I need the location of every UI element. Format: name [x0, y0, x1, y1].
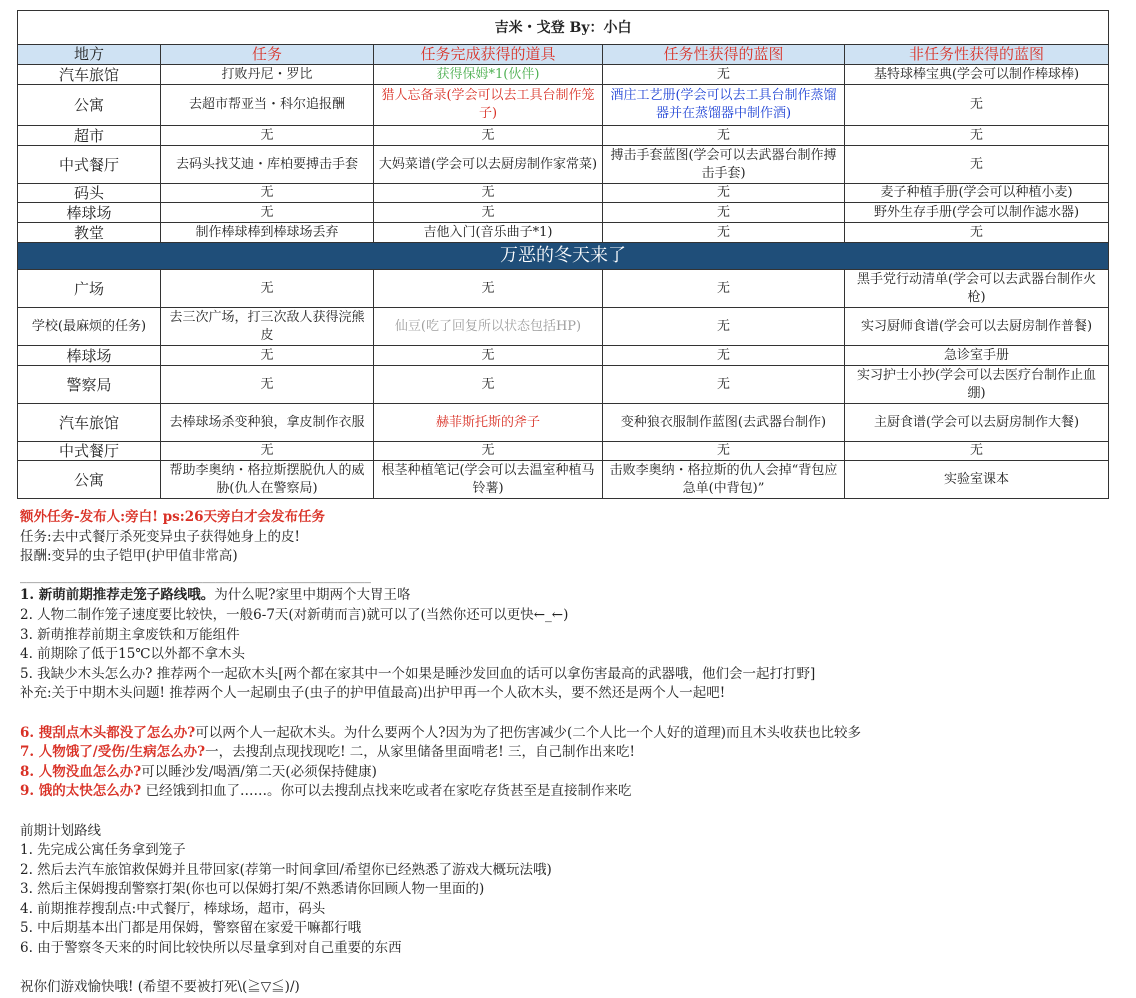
- header-row: [18, 45, 1109, 65]
- table-row: [18, 146, 1109, 184]
- task-cell: 无: [161, 270, 374, 308]
- task-cell: 帮助李奥纳・格拉斯摆脱仇人的威胁(仇人在警察局): [161, 461, 374, 499]
- note-3: 3. 新萌推荐前期主拿废铁和万能组件: [20, 626, 240, 643]
- item-cell: 赫菲斯托斯的斧子: [374, 404, 603, 442]
- item-cell: 猎人忘备录(学会可以去工具台制作笼子): [374, 85, 603, 126]
- blueprint-cell: 无: [603, 366, 845, 404]
- item-cell: 无: [374, 346, 603, 366]
- blueprint-cell: 无: [603, 184, 845, 203]
- item-cell: 无: [374, 270, 603, 308]
- place-cell: 中式餐厅: [18, 146, 161, 184]
- table-row: [18, 270, 1109, 308]
- table-row: [18, 126, 1109, 146]
- note-1: [20, 586, 1120, 606]
- non-task-blueprint-cell: 实验室课本: [845, 461, 1109, 499]
- non-task-blueprint-cell: 基特球棒宝典(学会可以制作棒球棒): [845, 65, 1109, 85]
- item-cell: 无: [374, 442, 603, 461]
- blueprint-cell: 无: [603, 308, 845, 346]
- plan-step-5: 5. 中后期基本出门都是用保姆，警察留在家爱干嘛都行哦: [20, 920, 362, 937]
- non-task-blueprint-cell: 无: [845, 442, 1109, 461]
- note-1-bold: 1. 新萌前期推荐走笼子路线哦。: [20, 587, 215, 604]
- item-cell: 无: [374, 203, 603, 223]
- note-6-answer: 可以两个人一起砍木头。为什么要两个人?因为为了把伤害减少(二个人比一个人好的道理)而且木头收获也比较多: [195, 724, 861, 741]
- extra-task-description: 任务:去中式餐厅杀死变异虫子获得她身上的皮!: [20, 528, 300, 545]
- title-row: [18, 11, 1109, 45]
- place-cell: 超市: [18, 126, 161, 146]
- non-task-blueprint-cell: 无: [845, 126, 1109, 146]
- item-cell: 无: [374, 366, 603, 404]
- table-row: [18, 65, 1109, 85]
- plan-step-3: 3. 然后主保姆搜刮警察打架(你也可以保姆打架/不熟悉请你回顾人物一里面的): [20, 881, 485, 898]
- blueprint-cell: 搏击手套蓝图(学会可以去武器台制作搏击手套): [603, 146, 845, 184]
- banner-row: [18, 243, 1109, 270]
- note-8: [20, 763, 1120, 783]
- task-cell: 打败丹尼・罗比: [161, 65, 374, 85]
- table-row: [18, 442, 1109, 461]
- task-cell: 无: [161, 346, 374, 366]
- non-task-blueprint-cell: 实习护士小抄(学会可以去医疗台制作止血绷): [845, 366, 1109, 404]
- table-row: [18, 223, 1109, 243]
- place-cell: 教堂: [18, 223, 161, 243]
- note-7: [20, 743, 1120, 763]
- task-cell: 去超市帮亚当・科尔追报酬: [161, 85, 374, 126]
- non-task-blueprint-cell: 主厨食谱(学会可以去厨房制作大餐): [845, 404, 1109, 442]
- place-cell: 汽车旅馆: [18, 65, 161, 85]
- non-task-blueprint-cell: 实习厨师食谱(学会可以去厨房制作普餐): [845, 308, 1109, 346]
- table-row: [18, 461, 1109, 499]
- blueprint-cell: 无: [603, 223, 845, 243]
- note-5: 5. 我缺少木头怎么办? 推荐两个一起砍木头[两个都在家其中一个如果是睡沙发回血的话可以拿伤害最高的武器哦，他们会一起打打野]: [20, 665, 816, 682]
- note-8-question: 8. 人物没血怎么办?: [20, 763, 142, 780]
- header-blueprint: 任务性获得的蓝图: [603, 45, 845, 65]
- item-cell: 根茎种植笔记(学会可以去温室种植马铃薯): [374, 461, 603, 499]
- item-cell: 仙豆(吃了回复所以状态包括HP): [374, 308, 603, 346]
- non-task-blueprint-cell: 野外生存手册(学会可以制作滤水器): [845, 203, 1109, 223]
- blueprint-cell: 无: [603, 203, 845, 223]
- plan-step-2: 2. 然后去汽车旅馆救保姆并且带回家(荐第一时间拿回/希望你已经熟悉了游戏大概玩法哦): [20, 861, 552, 878]
- non-task-blueprint-cell: 无: [845, 85, 1109, 126]
- task-cell: 去棒球场杀变种狼，拿皮制作衣服: [161, 404, 374, 442]
- note-8-answer: 可以睡沙发/喝酒/第二天(必须保持健康): [141, 763, 377, 780]
- note-7-question: 7. 人物饿了/受伤/生病怎么办?: [20, 744, 206, 761]
- blueprint-cell: 无: [603, 270, 845, 308]
- note-9: [20, 782, 1120, 802]
- blueprint-cell: 无: [603, 346, 845, 366]
- header-task: 任务: [161, 45, 374, 65]
- table-row: [18, 404, 1109, 442]
- table-row: [18, 366, 1109, 404]
- task-cell: 无: [161, 184, 374, 203]
- note-9-answer: 已经饿到扣血了……。你可以去搜刮点找来吃或者在家吃存货甚至是直接制作来吃: [141, 783, 632, 800]
- task-cell: 无: [161, 126, 374, 146]
- notes-section: [20, 508, 1120, 998]
- place-cell: 警察局: [18, 366, 161, 404]
- non-task-blueprint-cell: 无: [845, 223, 1109, 243]
- blueprint-cell: 无: [603, 442, 845, 461]
- note-supplement: 补充:关于中期木头问题! 推荐两个人一起刷虫子(虫子的护甲值最高)出护甲再一个人砍木头，要不然还是两个人一起吧!: [20, 685, 726, 702]
- non-task-blueprint-cell: 麦子种植手册(学会可以种植小麦): [845, 184, 1109, 203]
- table-row: [18, 308, 1109, 346]
- task-cell: 去码头找艾迪・库柏要搏击手套: [161, 146, 374, 184]
- task-cell: 制作棒球棒到棒球场丢弃: [161, 223, 374, 243]
- place-cell: 中式餐厅: [18, 442, 161, 461]
- header-place: 地方: [18, 45, 161, 65]
- plan-step-4: 4. 前期推荐搜刮点:中式餐厅，棒球场，超市，码头: [20, 900, 326, 917]
- blueprint-cell: 变种狼衣服制作蓝图(去武器台制作): [603, 404, 845, 442]
- task-cell: 无: [161, 442, 374, 461]
- note-1-rest: 为什么呢?家里中期两个大胃王咯: [214, 587, 411, 604]
- table-row: [18, 85, 1109, 126]
- item-cell: 获得保姆*1(伙伴): [374, 65, 603, 85]
- quest-table: [17, 10, 1109, 499]
- non-task-blueprint-cell: 无: [845, 146, 1109, 184]
- table-row: [18, 184, 1109, 203]
- extra-task-reward: 报酬:变异的虫子铠甲(护甲值非常高): [20, 548, 238, 565]
- table-row: [18, 346, 1109, 366]
- place-cell: 棒球场: [18, 203, 161, 223]
- plan-step-1: 1. 先完成公寓任务拿到笼子: [20, 842, 186, 859]
- item-cell: 无: [374, 184, 603, 203]
- item-cell: 无: [374, 126, 603, 146]
- blueprint-cell: 击败李奥纳・格拉斯的仇人会掉“背包应急单(中背包)”: [603, 461, 845, 499]
- closing-line: 祝你们游戏愉快哦! (希望不要被打死\(≧▽≦)/): [20, 979, 300, 996]
- place-cell: 公寓: [18, 85, 161, 126]
- plan-title: 前期计划路线: [20, 822, 101, 839]
- blueprint-cell: 无: [603, 126, 845, 146]
- task-cell: 无: [161, 203, 374, 223]
- header-item: 任务完成获得的道具: [374, 45, 603, 65]
- sheet-title: 吉米・戈登 By：小白: [18, 11, 1109, 45]
- note-4: 4. 前期除了低于15℃以外都不拿木头: [20, 646, 245, 663]
- extra-task-title: 额外任务-发布人:旁白! ps:26天旁白才会发布任务: [20, 509, 326, 525]
- blueprint-cell: 酒庄工艺册(学会可以去工具台制作蒸馏器并在蒸馏器中制作酒): [603, 85, 845, 126]
- table-row: [18, 203, 1109, 223]
- task-cell: 去三次广场，打三次敌人获得浣熊皮: [161, 308, 374, 346]
- note-9-question: 9. 饿的太快怎么办?: [20, 783, 142, 800]
- note-6-question: 6. 搜刮点木头都没了怎么办?: [20, 724, 196, 741]
- place-cell: 公寓: [18, 461, 161, 499]
- plan-step-6: 6. 由于警察冬天来的时间比较快所以尽量拿到对自己重要的东西: [20, 940, 402, 957]
- note-7-answer: 一，去搜刮点现找现吃! 二，从家里储备里面啃老! 三，自己制作出来吃!: [205, 744, 635, 761]
- non-task-blueprint-cell: 黑手党行动清单(学会可以去武器台制作火枪): [845, 270, 1109, 308]
- header-non-task-blueprint: 非任务性获得的蓝图: [845, 45, 1109, 65]
- note-2: 2. 人物二制作笼子速度要比较快，一般6-7天(对新萌而言)就可以了(当然你还可以更快←_←): [20, 606, 569, 623]
- item-cell: 大妈菜谱(学会可以去厨房制作家常菜): [374, 146, 603, 184]
- place-cell: 广场: [18, 270, 161, 308]
- place-cell: 棒球场: [18, 346, 161, 366]
- separator-line: ____________________________________________________: [20, 567, 371, 584]
- item-cell: 吉他入门(音乐曲子*1): [374, 223, 603, 243]
- place-cell: 学校(最麻烦的任务): [18, 308, 161, 346]
- place-cell: 码头: [18, 184, 161, 203]
- winter-banner: 万恶的冬天来了: [18, 243, 1109, 270]
- blueprint-cell: 无: [603, 65, 845, 85]
- task-cell: 无: [161, 366, 374, 404]
- note-6: [20, 724, 1120, 744]
- place-cell: 汽车旅馆: [18, 404, 161, 442]
- non-task-blueprint-cell: 急诊室手册: [845, 346, 1109, 366]
